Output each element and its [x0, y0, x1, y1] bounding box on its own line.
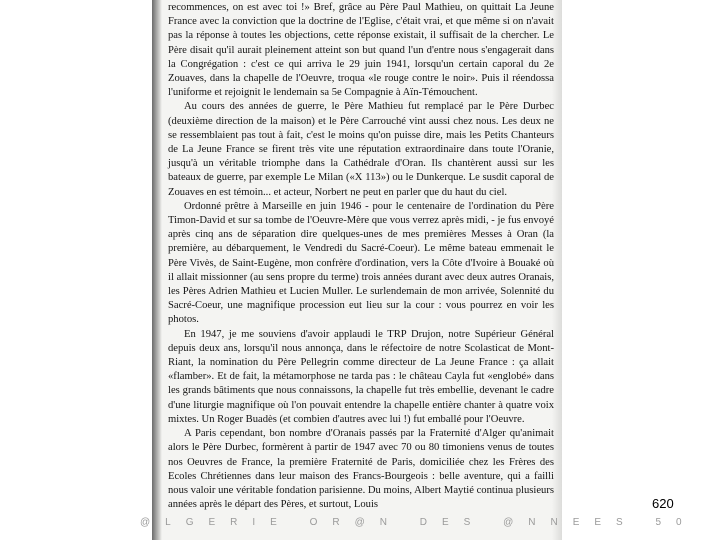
- footer-caption: @LGERIE OR@N DES @NNEES 50: [140, 517, 697, 528]
- page-binding-shadow: [152, 0, 162, 540]
- paragraph-4: En 1947, je me souviens d'avoir applaudi le TRP Drujon, notre Supérieur Général depuis deux ans, lorsqu'il nous annonça, dans le réfectoire de notre Scolasticat de Mont-Riant, la nomination du Père Pellegrin comme directeur de La Jeune France : ça allait «flamber». Et de fait, la métamorphose ne tarda pas : le château Cayla fut «englobé» dans les grands bâtiments que nous connaissons, la chapelle fut très embellie, devenant le cadre d'une liturgie magnifique où l'on pouvait entendre la chapelle entière chanter à quatre voix mixtes. Un Roger Buadès (et combien d'autres avec lui !) fut emballé pour l'Oeuvre.: [168, 328, 554, 425]
- page-number: 620: [652, 496, 674, 511]
- paragraph-5: A Paris cependant, bon nombre d'Oranais passés par la Fraternité d'Alger qu'animait alors le Père Durbec, formèrent à partir de 1947 avec 70 ou 80 timoniens venus de toutes nos Oeuvres de France, la première Fraternité de Paris, domiciliée chez les Frères des Ecoles Chrétiennes dans leur maison des Francs-Bourgeois : belle aventure, qui a failli nous valoir une véritable fondation parisienne. Du moins, Albert Maytié continua plusieurs années après le départ des Pères, et surtout, Louis: [168, 428, 554, 511]
- page-text: [168, 1, 554, 512]
- paragraph-3: Ordonné prêtre à Marseille en juin 1946 - pour le centenaire de l'ordination du Père Timon-David et sur sa tombe de l'Oeuvre-Mère que vous verrez après midi, - je fus envoyé après cinq ans de séparation dire quelques-unes de mes premières Messes à Oran (la première, au débarquement, le Vendredi du Sacré-Coeur). Le même bateau emmenait le Père Vivès, de Saint-Eugène, mon confrère d'ordination, vers la Côte d'Ivoire à Bouaké où il allait missionner (au sens propre du terme) trois années durant avec deux autres Oranais, les Pères Adrien Mathieu et Lucien Muller. Le surlendemain de mon arrivée, Solennité du Sacré-Coeur, une magnifique procession eut lieu sur la cour : vous pourrez en voir les photos.: [168, 200, 554, 326]
- paragraph-1: recommences, on est avec toi !» Bref, grâce au Père Paul Mathieu, on quittait La Jeune France avec la conviction que la doctrine de l'Eglise, c'était vrai, et que même si on n'avait pas la réponse à toutes les objections, cette réponse existait, il suffisait de la chercher. Le Père disait qu'il aurait pleinement atteint son but quand l'un d'entre nous s'engagerait dans la Congrégation : c'est ce qui arriva le 29 juin 1941, lorsqu'un certain caporal du 2e Zouaves, dans la chapelle de l'Oeuvre, troqua «le rouge contre le noir». Puis il réendossa l'uniforme et rejoignit le lendemain sa 5e Compagnie à Aïn-Témouchent.: [168, 2, 554, 99]
- paragraph-2: Au cours des années de guerre, le Père Mathieu fut remplacé par le Père Durbec (deuxième direction de la maison) et le Père Carrouché vint aussi chez nous. Les deux ne se ressemblaient pas tout à fait, c'est le moins qu'on puisse dire, mais les Petits Chanteurs de La Jeune France se firent très vite une réputation extraordinaire dans toute l'Oranie, jusqu'à un véritable triomphe dans la Cathédrale d'Oran. Ils chantèrent aussi sur les bateaux de guerre, par exemple Le Milan («X 113») ou le Dunkerque. Le susdit caporal de Zouaves en est témoin... et acteur, Norbert ne peut en parler que du haut du ciel.: [168, 101, 554, 198]
